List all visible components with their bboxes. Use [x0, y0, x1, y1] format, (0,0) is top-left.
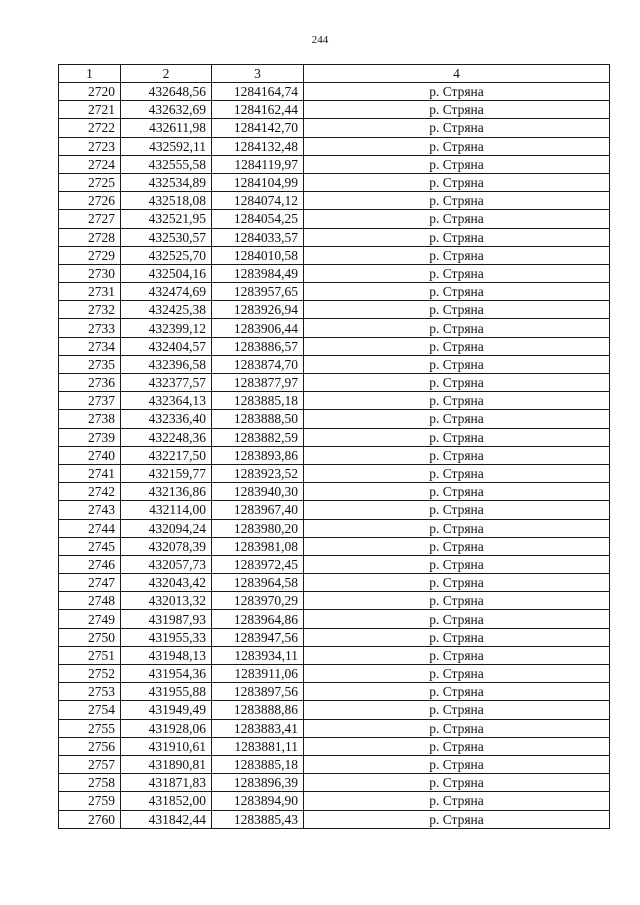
x-coordinate-cell: 431910,61 [121, 737, 212, 755]
point-number-cell: 2748 [59, 592, 121, 610]
point-number-cell: 2728 [59, 228, 121, 246]
y-coordinate-cell: 1283885,18 [212, 392, 304, 410]
y-coordinate-cell: 1284142,70 [212, 119, 304, 137]
point-number-cell: 2743 [59, 501, 121, 519]
point-number-cell: 2757 [59, 755, 121, 773]
x-coordinate-cell: 432136,86 [121, 483, 212, 501]
y-coordinate-cell: 1283980,20 [212, 519, 304, 537]
location-cell: р. Стряна [304, 701, 610, 719]
y-coordinate-cell: 1283896,39 [212, 774, 304, 792]
x-coordinate-cell: 432632,69 [121, 101, 212, 119]
location-cell: р. Стряна [304, 210, 610, 228]
x-coordinate-cell: 431842,44 [121, 810, 212, 828]
column-header-3: 3 [212, 65, 304, 83]
point-number-cell: 2751 [59, 646, 121, 664]
table-row [59, 701, 610, 719]
x-coordinate-cell: 431928,06 [121, 719, 212, 737]
location-cell: р. Стряна [304, 737, 610, 755]
x-coordinate-cell: 431948,13 [121, 646, 212, 664]
point-number-cell: 2758 [59, 774, 121, 792]
table-row [59, 337, 610, 355]
point-number-cell: 2732 [59, 301, 121, 319]
location-cell: р. Стряна [304, 173, 610, 191]
table-row [59, 173, 610, 191]
location-cell: р. Стряна [304, 228, 610, 246]
location-cell: р. Стряна [304, 428, 610, 446]
location-cell: р. Стряна [304, 374, 610, 392]
table-row [59, 210, 610, 228]
x-coordinate-cell: 432217,50 [121, 446, 212, 464]
location-cell: р. Стряна [304, 83, 610, 101]
y-coordinate-cell: 1283923,52 [212, 464, 304, 482]
table-row [59, 683, 610, 701]
table-row [59, 228, 610, 246]
table-row [59, 719, 610, 737]
location-cell: р. Стряна [304, 337, 610, 355]
x-coordinate-cell: 432094,24 [121, 519, 212, 537]
x-coordinate-cell: 432525,70 [121, 246, 212, 264]
y-coordinate-cell: 1283940,30 [212, 483, 304, 501]
x-coordinate-cell: 432057,73 [121, 555, 212, 573]
table-row [59, 464, 610, 482]
table-row [59, 792, 610, 810]
point-number-cell: 2746 [59, 555, 121, 573]
x-coordinate-cell: 432399,12 [121, 319, 212, 337]
table-row [59, 428, 610, 446]
point-number-cell: 2727 [59, 210, 121, 228]
y-coordinate-cell: 1283967,40 [212, 501, 304, 519]
x-coordinate-cell: 432159,77 [121, 464, 212, 482]
x-coordinate-cell: 431954,36 [121, 665, 212, 683]
point-number-cell: 2745 [59, 537, 121, 555]
table-row [59, 137, 610, 155]
x-coordinate-cell: 432364,13 [121, 392, 212, 410]
page-number: 244 [311, 34, 329, 46]
y-coordinate-cell: 1283957,65 [212, 283, 304, 301]
y-coordinate-cell: 1283894,90 [212, 792, 304, 810]
y-coordinate-cell: 1283893,86 [212, 446, 304, 464]
y-coordinate-cell: 1283970,29 [212, 592, 304, 610]
location-cell: р. Стряна [304, 774, 610, 792]
table-body [59, 83, 610, 829]
location-cell: р. Стряна [304, 537, 610, 555]
location-cell: р. Стряна [304, 446, 610, 464]
y-coordinate-cell: 1283934,11 [212, 646, 304, 664]
x-coordinate-cell: 432521,95 [121, 210, 212, 228]
point-number-cell: 2749 [59, 610, 121, 628]
y-coordinate-cell: 1283947,56 [212, 628, 304, 646]
x-coordinate-cell: 432336,40 [121, 410, 212, 428]
x-coordinate-cell: 432248,36 [121, 428, 212, 446]
point-number-cell: 2750 [59, 628, 121, 646]
y-coordinate-cell: 1283981,08 [212, 537, 304, 555]
point-number-cell: 2725 [59, 173, 121, 191]
point-number-cell: 2742 [59, 483, 121, 501]
point-number-cell: 2755 [59, 719, 121, 737]
location-cell: р. Стряна [304, 410, 610, 428]
location-cell: р. Стряна [304, 392, 610, 410]
location-cell: р. Стряна [304, 283, 610, 301]
table-row [59, 592, 610, 610]
point-number-cell: 2721 [59, 101, 121, 119]
y-coordinate-cell: 1283874,70 [212, 355, 304, 373]
location-cell: р. Стряна [304, 810, 610, 828]
coordinates-table [58, 64, 610, 829]
point-number-cell: 2741 [59, 464, 121, 482]
location-cell: р. Стряна [304, 792, 610, 810]
point-number-cell: 2733 [59, 319, 121, 337]
table-row [59, 665, 610, 683]
point-number-cell: 2734 [59, 337, 121, 355]
table-row [59, 410, 610, 428]
point-number-cell: 2726 [59, 192, 121, 210]
x-coordinate-cell: 432555,58 [121, 155, 212, 173]
x-coordinate-cell: 431871,83 [121, 774, 212, 792]
location-cell: р. Стряна [304, 319, 610, 337]
point-number-cell: 2754 [59, 701, 121, 719]
point-number-cell: 2722 [59, 119, 121, 137]
column-header-1: 1 [59, 65, 121, 83]
point-number-cell: 2738 [59, 410, 121, 428]
x-coordinate-cell: 432648,56 [121, 83, 212, 101]
point-number-cell: 2744 [59, 519, 121, 537]
y-coordinate-cell: 1284164,74 [212, 83, 304, 101]
y-coordinate-cell: 1284162,44 [212, 101, 304, 119]
table-row [59, 155, 610, 173]
x-coordinate-cell: 431890,81 [121, 755, 212, 773]
table-row [59, 192, 610, 210]
y-coordinate-cell: 1283964,58 [212, 574, 304, 592]
point-number-cell: 2736 [59, 374, 121, 392]
point-number-cell: 2756 [59, 737, 121, 755]
y-coordinate-cell: 1283885,18 [212, 755, 304, 773]
point-number-cell: 2729 [59, 246, 121, 264]
y-coordinate-cell: 1284054,25 [212, 210, 304, 228]
table-row [59, 283, 610, 301]
table-row [59, 101, 610, 119]
location-cell: р. Стряна [304, 501, 610, 519]
point-number-cell: 2740 [59, 446, 121, 464]
point-number-cell: 2747 [59, 574, 121, 592]
point-number-cell: 2723 [59, 137, 121, 155]
location-cell: р. Стряна [304, 464, 610, 482]
y-coordinate-cell: 1284104,99 [212, 173, 304, 191]
y-coordinate-cell: 1283897,56 [212, 683, 304, 701]
y-coordinate-cell: 1283906,44 [212, 319, 304, 337]
x-coordinate-cell: 432530,57 [121, 228, 212, 246]
location-cell: р. Стряна [304, 264, 610, 282]
x-coordinate-cell: 431955,33 [121, 628, 212, 646]
point-number-cell: 2730 [59, 264, 121, 282]
location-cell: р. Стряна [304, 155, 610, 173]
table-row [59, 355, 610, 373]
table-row [59, 737, 610, 755]
location-cell: р. Стряна [304, 137, 610, 155]
point-number-cell: 2759 [59, 792, 121, 810]
location-cell: р. Стряна [304, 628, 610, 646]
location-cell: р. Стряна [304, 119, 610, 137]
table-row [59, 246, 610, 264]
x-coordinate-cell: 431852,00 [121, 792, 212, 810]
location-cell: р. Стряна [304, 483, 610, 501]
table-row [59, 374, 610, 392]
table-row [59, 119, 610, 137]
table-row [59, 264, 610, 282]
location-cell: р. Стряна [304, 301, 610, 319]
location-cell: р. Стряна [304, 555, 610, 573]
point-number-cell: 2739 [59, 428, 121, 446]
x-coordinate-cell: 431949,49 [121, 701, 212, 719]
location-cell: р. Стряна [304, 610, 610, 628]
location-cell: р. Стряна [304, 192, 610, 210]
table-row [59, 83, 610, 101]
y-coordinate-cell: 1284119,97 [212, 155, 304, 173]
point-number-cell: 2760 [59, 810, 121, 828]
table-row [59, 555, 610, 573]
x-coordinate-cell: 432404,57 [121, 337, 212, 355]
x-coordinate-cell: 432611,98 [121, 119, 212, 137]
location-cell: р. Стряна [304, 246, 610, 264]
point-number-cell: 2737 [59, 392, 121, 410]
location-cell: р. Стряна [304, 101, 610, 119]
point-number-cell: 2731 [59, 283, 121, 301]
y-coordinate-cell: 1283883,41 [212, 719, 304, 737]
y-coordinate-cell: 1283885,43 [212, 810, 304, 828]
table-row [59, 501, 610, 519]
location-cell: р. Стряна [304, 665, 610, 683]
point-number-cell: 2735 [59, 355, 121, 373]
location-cell: р. Стряна [304, 646, 610, 664]
point-number-cell: 2724 [59, 155, 121, 173]
table-row [59, 646, 610, 664]
x-coordinate-cell: 432043,42 [121, 574, 212, 592]
y-coordinate-cell: 1283911,06 [212, 665, 304, 683]
location-cell: р. Стряна [304, 574, 610, 592]
y-coordinate-cell: 1283882,59 [212, 428, 304, 446]
x-coordinate-cell: 432377,57 [121, 374, 212, 392]
y-coordinate-cell: 1284033,57 [212, 228, 304, 246]
table-row [59, 628, 610, 646]
table-row [59, 519, 610, 537]
point-number-cell: 2720 [59, 83, 121, 101]
table-row [59, 574, 610, 592]
y-coordinate-cell: 1284132,48 [212, 137, 304, 155]
x-coordinate-cell: 432396,58 [121, 355, 212, 373]
table-row [59, 301, 610, 319]
x-coordinate-cell: 432114,00 [121, 501, 212, 519]
x-coordinate-cell: 432504,16 [121, 264, 212, 282]
table-row [59, 392, 610, 410]
location-cell: р. Стряна [304, 755, 610, 773]
table-row [59, 810, 610, 828]
x-coordinate-cell: 431955,88 [121, 683, 212, 701]
y-coordinate-cell: 1284010,58 [212, 246, 304, 264]
table-row [59, 446, 610, 464]
y-coordinate-cell: 1283926,94 [212, 301, 304, 319]
x-coordinate-cell: 432534,89 [121, 173, 212, 191]
column-header-4: 4 [304, 65, 610, 83]
x-coordinate-cell: 432013,32 [121, 592, 212, 610]
x-coordinate-cell: 431987,93 [121, 610, 212, 628]
x-coordinate-cell: 432425,38 [121, 301, 212, 319]
location-cell: р. Стряна [304, 355, 610, 373]
y-coordinate-cell: 1283881,11 [212, 737, 304, 755]
location-cell: р. Стряна [304, 519, 610, 537]
x-coordinate-cell: 432518,08 [121, 192, 212, 210]
y-coordinate-cell: 1283972,45 [212, 555, 304, 573]
y-coordinate-cell: 1283964,86 [212, 610, 304, 628]
table-row [59, 537, 610, 555]
x-coordinate-cell: 432474,69 [121, 283, 212, 301]
column-header-2: 2 [121, 65, 212, 83]
x-coordinate-cell: 432592,11 [121, 137, 212, 155]
point-number-cell: 2753 [59, 683, 121, 701]
y-coordinate-cell: 1283984,49 [212, 264, 304, 282]
y-coordinate-cell: 1283877,97 [212, 374, 304, 392]
table-row [59, 610, 610, 628]
table-row [59, 483, 610, 501]
table-row [59, 774, 610, 792]
y-coordinate-cell: 1283886,57 [212, 337, 304, 355]
table-row [59, 319, 610, 337]
table-header-row [59, 65, 610, 83]
point-number-cell: 2752 [59, 665, 121, 683]
x-coordinate-cell: 432078,39 [121, 537, 212, 555]
table-row [59, 755, 610, 773]
location-cell: р. Стряна [304, 719, 610, 737]
location-cell: р. Стряна [304, 683, 610, 701]
y-coordinate-cell: 1284074,12 [212, 192, 304, 210]
y-coordinate-cell: 1283888,50 [212, 410, 304, 428]
location-cell: р. Стряна [304, 592, 610, 610]
y-coordinate-cell: 1283888,86 [212, 701, 304, 719]
